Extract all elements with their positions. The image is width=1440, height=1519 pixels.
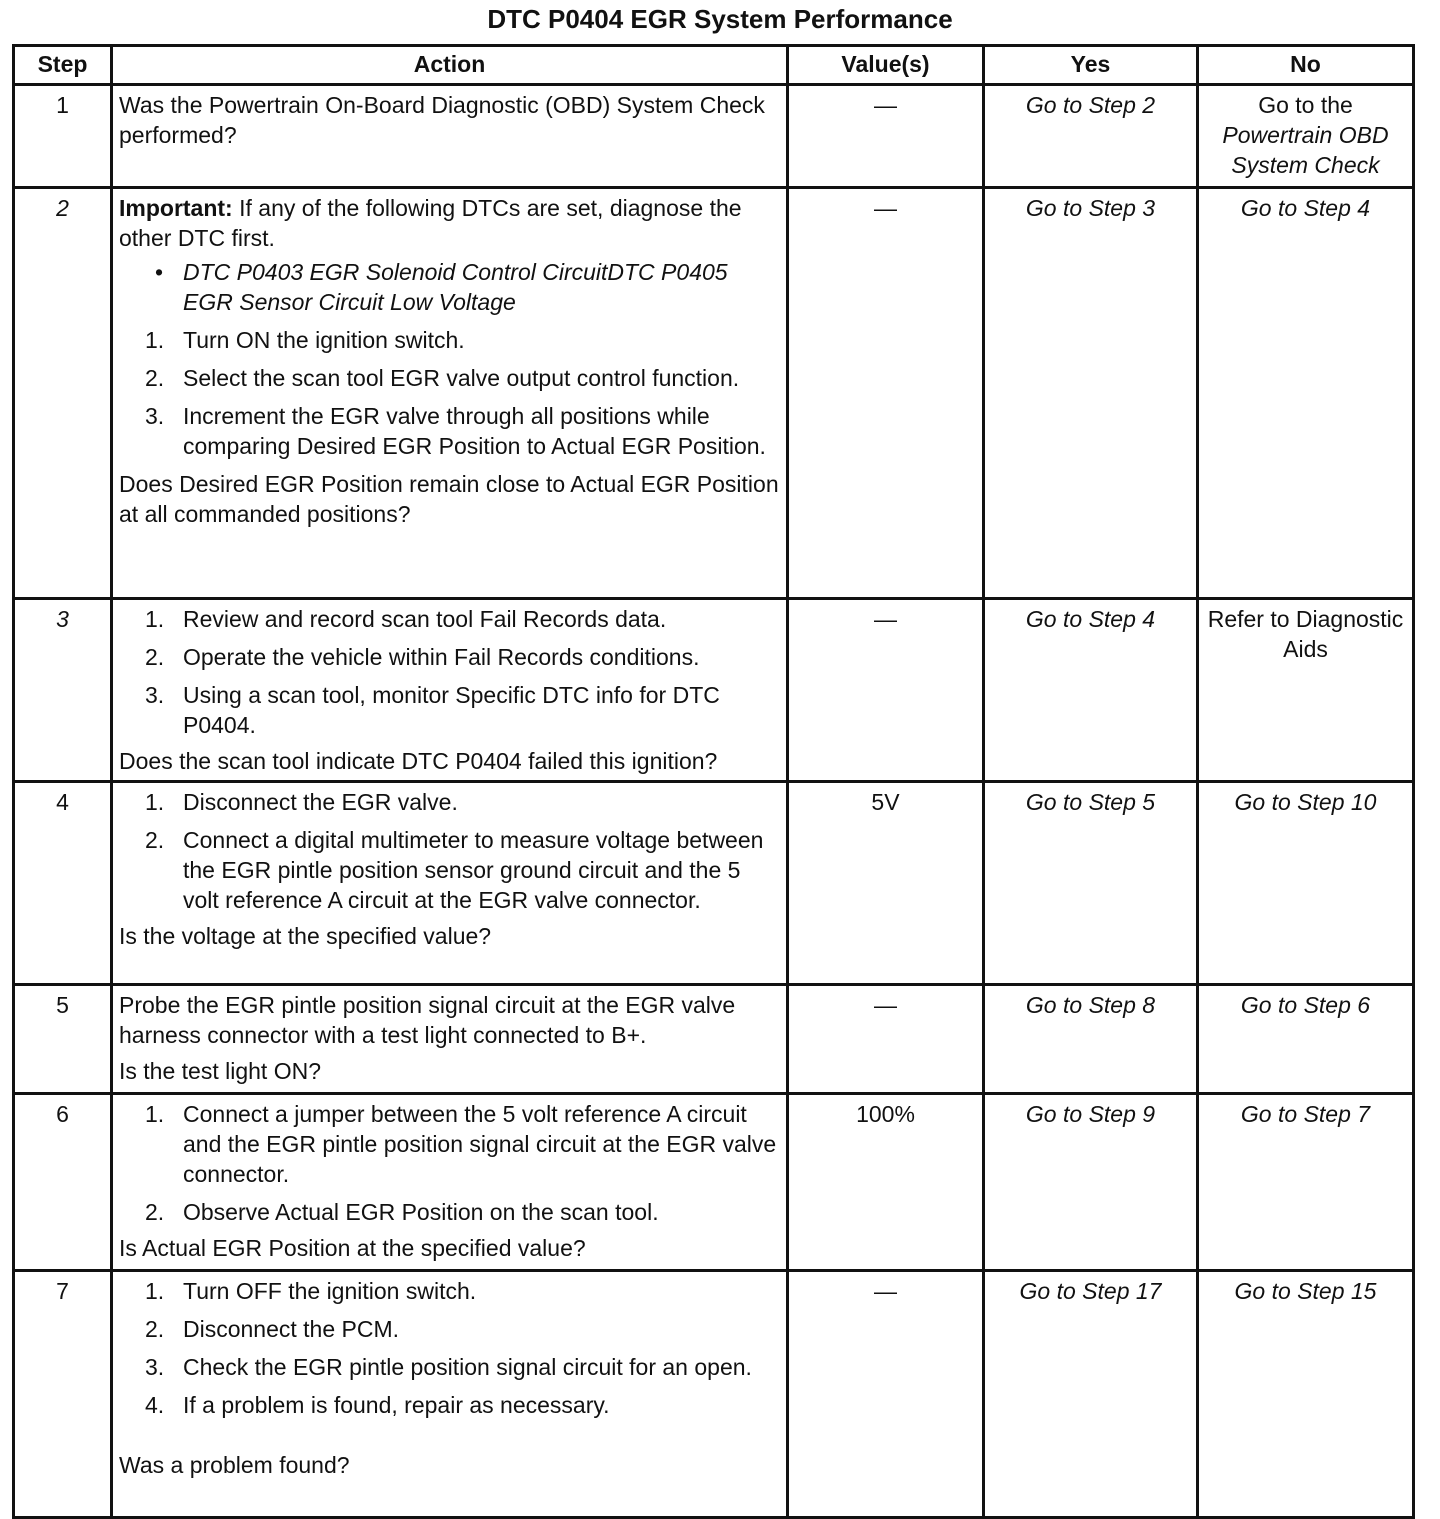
list-item [119, 1197, 780, 1227]
procedure-list [119, 1276, 780, 1420]
step-text: Operate the vehicle within Fail Records conditions. [183, 644, 700, 670]
step-text: Using a scan tool, monitor Specific DTC info for DTC P0404. [183, 682, 720, 738]
action-cell [112, 599, 788, 782]
dtc-list-text: DTC P0403 EGR Solenoid Control CircuitDTC P0405 EGR Sensor Circuit Low Voltage [183, 259, 728, 315]
value-cell: — [788, 188, 984, 599]
table-row [14, 85, 1414, 188]
bullet-icon: • [155, 259, 164, 285]
yes-cell: Go to Step 9 [984, 1094, 1198, 1271]
list-item [119, 1314, 780, 1344]
step-text: Observe Actual EGR Position on the scan tool. [183, 1199, 659, 1225]
value-cell: — [788, 985, 984, 1094]
important-note [119, 193, 780, 253]
list-item [119, 325, 780, 355]
action-question: Is the test light ON? [119, 1058, 321, 1084]
no-cell: Go to Step 4 [1198, 188, 1414, 599]
table-row [14, 782, 1414, 985]
list-item [119, 363, 780, 393]
step-text: Select the scan tool EGR valve output control function. [183, 365, 740, 391]
value-cell: — [788, 85, 984, 188]
step-index: 2. [145, 827, 165, 853]
yes-cell: Go to Step 3 [984, 188, 1198, 599]
action-cell [112, 782, 788, 985]
step-number: 2 [14, 188, 112, 599]
header-row [14, 46, 1414, 85]
header-action: Action [112, 46, 788, 85]
list-item [119, 1352, 780, 1382]
step-number: 6 [14, 1094, 112, 1271]
step-text: Turn OFF the ignition switch. [183, 1278, 477, 1304]
step-index: 3. [145, 682, 165, 708]
dtc-list [119, 257, 780, 317]
no-text-line1: Go to the [1258, 92, 1353, 118]
yes-cell: Go to Step 4 [984, 599, 1198, 782]
step-text: Increment the EGR valve through all positions while comparing Desired EGR Position to Actual EGR Position. [183, 403, 766, 459]
header-yes: Yes [984, 46, 1198, 85]
procedure-list [119, 604, 780, 740]
step-index: 2. [145, 644, 165, 670]
header-values: Value(s) [788, 46, 984, 85]
action-text: Probe the EGR pintle position signal circuit at the EGR valve harness connector with a test light connected to B+. [119, 992, 736, 1048]
step-text: Review and record scan tool Fail Records data. [183, 606, 667, 632]
header-step: Step [14, 46, 112, 85]
list-item [119, 1390, 780, 1420]
no-cell: Refer to Diagnostic Aids [1198, 599, 1414, 782]
table-row [14, 599, 1414, 782]
action-question: Was the Powertrain On-Board Diagnostic (OBD) System Check performed? [119, 92, 765, 148]
step-text: Connect a jumper between the 5 volt reference A circuit and the EGR pintle position signal circuit at the EGR valve connector. [183, 1101, 777, 1187]
action-question: Was a problem found? [119, 1452, 350, 1478]
list-item [119, 1276, 780, 1306]
step-text: Turn ON the ignition switch. [183, 327, 465, 353]
step-index: 1. [145, 606, 165, 632]
list-item [119, 1099, 780, 1189]
table-row [14, 188, 1414, 599]
step-text: Connect a digital multimeter to measure voltage between the EGR pintle position sensor ground circuit and the 5 volt reference A circuit at the EGR valve connector. [183, 827, 764, 913]
action-question: Does Desired EGR Position remain close to Actual EGR Position at all commanded positions? [119, 471, 779, 527]
table-row [14, 1271, 1414, 1518]
step-index: 3. [145, 1354, 165, 1380]
diagnostic-table [12, 44, 1415, 1519]
no-cell: Go to Step 7 [1198, 1094, 1414, 1271]
step-index: 1. [145, 327, 165, 353]
step-text: Check the EGR pintle position signal circuit for an open. [183, 1354, 752, 1380]
action-cell [112, 1271, 788, 1518]
action-cell [112, 985, 788, 1094]
yes-cell: Go to Step 8 [984, 985, 1198, 1094]
step-index: 4. [145, 1392, 165, 1418]
step-number: 7 [14, 1271, 112, 1518]
action-cell [112, 85, 788, 188]
no-cell: Go to Step 10 [1198, 782, 1414, 985]
step-number: 5 [14, 985, 112, 1094]
table-row [14, 985, 1414, 1094]
list-item [119, 257, 780, 317]
procedure-list [119, 787, 780, 915]
value-cell: 5V [788, 782, 984, 985]
list-item [119, 604, 780, 634]
value-cell: — [788, 1271, 984, 1518]
list-item [119, 401, 780, 461]
yes-cell: Go to Step 5 [984, 782, 1198, 985]
list-item [119, 642, 780, 672]
step-number: 3 [14, 599, 112, 782]
step-index: 2. [145, 1199, 165, 1225]
step-number: 1 [14, 85, 112, 188]
step-index: 1. [145, 789, 165, 815]
no-cell: Go to Step 6 [1198, 985, 1414, 1094]
step-index: 3. [145, 403, 165, 429]
table-row [14, 1094, 1414, 1271]
important-label: Important: [119, 195, 233, 221]
procedure-list [119, 325, 780, 461]
value-cell: 100% [788, 1094, 984, 1271]
step-index: 2. [145, 365, 165, 391]
page-title: DTC P0404 EGR System Performance [487, 4, 953, 34]
step-index: 2. [145, 1316, 165, 1342]
no-cell [1198, 85, 1414, 188]
important-text: If any of the following DTCs are set, diagnose the other DTC first. [119, 195, 742, 251]
no-text-link: Powertrain OBD System Check [1222, 122, 1389, 178]
yes-cell: Go to Step 17 [984, 1271, 1198, 1518]
no-cell: Go to Step 15 [1198, 1271, 1414, 1518]
list-item [119, 787, 780, 817]
action-question: Does the scan tool indicate DTC P0404 failed this ignition? [119, 748, 718, 774]
action-question: Is the voltage at the specified value? [119, 923, 492, 949]
action-cell [112, 1094, 788, 1271]
value-cell: — [788, 599, 984, 782]
step-text: If a problem is found, repair as necessary. [183, 1392, 610, 1418]
step-index: 1. [145, 1278, 165, 1304]
step-index: 1. [145, 1101, 165, 1127]
yes-cell: Go to Step 2 [984, 85, 1198, 188]
procedure-list [119, 1099, 780, 1227]
list-item [119, 680, 780, 740]
list-item [119, 825, 780, 915]
step-number: 4 [14, 782, 112, 985]
header-no: No [1198, 46, 1414, 85]
action-question: Is Actual EGR Position at the specified value? [119, 1235, 586, 1261]
action-cell [112, 188, 788, 599]
step-text: Disconnect the EGR valve. [183, 789, 458, 815]
step-text: Disconnect the PCM. [183, 1316, 400, 1342]
